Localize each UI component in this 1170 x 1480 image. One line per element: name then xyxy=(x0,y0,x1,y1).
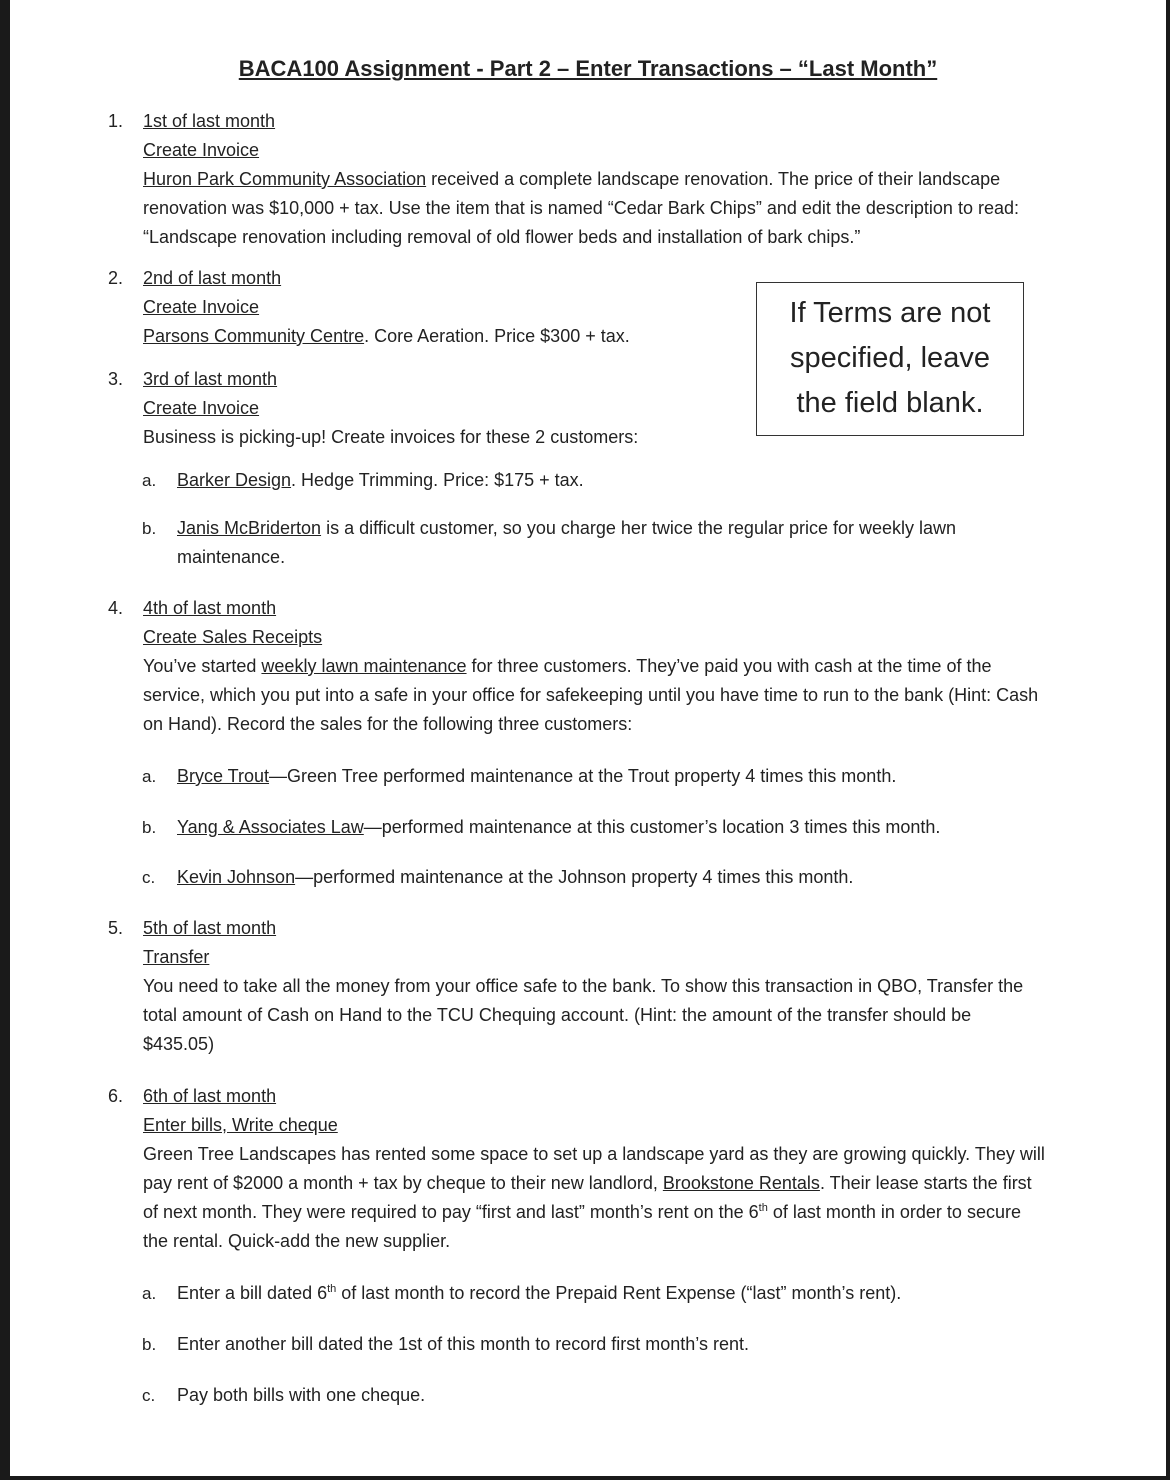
sub-label: a. xyxy=(142,471,157,490)
item-4 xyxy=(143,594,1103,739)
service-name: weekly lawn maintenance xyxy=(261,656,467,676)
item-action: Create Invoice xyxy=(143,140,260,160)
item-2 xyxy=(143,264,743,351)
item-number: 2. xyxy=(108,268,124,288)
sub-item: Kevin Johnson—performed maintenance at the Johnson property 4 times this month. xyxy=(177,867,854,887)
item-text: $435.05) xyxy=(143,1034,215,1054)
customer-name: Janis McBriderton xyxy=(177,518,322,538)
sub-label: b. xyxy=(142,818,157,837)
sub-label: c. xyxy=(142,868,156,887)
terms-note-box: If Terms are not specified, leave the field blank. xyxy=(756,282,1024,436)
document-page xyxy=(10,0,1166,1476)
item-6 xyxy=(143,1082,1103,1256)
item-text: You need to take all the money from your office safe to the bank. To show this transaction in QBO, Transfer the xyxy=(143,976,1024,996)
item-text: Parsons Community Centre. Core Aeration. Price $300 + tax. xyxy=(143,326,630,346)
item-action: Create Invoice xyxy=(143,297,260,317)
sub-item: Enter a bill dated 6th of last month to record the Prepaid Rent Expense (“last” month’s rent). xyxy=(177,1283,902,1303)
item-number: 5. xyxy=(108,918,124,938)
item-action: Transfer xyxy=(143,947,210,967)
item-text: “Landscape renovation including removal of old flower beds and installation of bark chips.” xyxy=(143,227,861,247)
item-text: the rental. Quick-add the new supplier. xyxy=(143,1231,451,1251)
item-date: 1st of last month xyxy=(143,111,276,131)
customer-name: Kevin Johnson xyxy=(177,867,296,887)
item-5 xyxy=(143,914,1103,1059)
item-text: pay rent of $2000 a month + tax by cheque to their new landlord, Brookstone Rentals. Their lease starts the first xyxy=(143,1173,1032,1193)
sub-item: Yang & Associates Law—performed maintenance at this customer’s location 3 times this month. xyxy=(177,817,941,837)
customer-name: Huron Park Community Association xyxy=(143,169,427,189)
sub-item: Enter another bill dated the 1st of this month to record first month’s rent. xyxy=(177,1334,749,1354)
item-date: 2nd of last month xyxy=(143,268,282,288)
item-text: Business is picking-up! Create invoices for these 2 customers: xyxy=(143,427,639,447)
item-date: 5th of last month xyxy=(143,918,277,938)
item-number: 3. xyxy=(108,369,124,389)
item-text: total amount of Cash on Hand to the TCU Chequing account. (Hint: the amount of the transfer should be xyxy=(143,1005,972,1025)
item-text: You’ve started weekly lawn maintenance for three customers. They’ve paid you with cash at the time of the xyxy=(143,656,992,676)
item-text: Huron Park Community Association received a complete landscape renovation. The price of their landscape xyxy=(143,169,1001,189)
page-title: BACA100 Assignment - Part 2 – Enter Transactions – “Last Month” xyxy=(238,56,938,81)
item-date: 4th of last month xyxy=(143,598,277,618)
sub-item: Pay both bills with one cheque. xyxy=(177,1385,426,1405)
item-action: Enter bills, Write cheque xyxy=(143,1115,338,1135)
item-text: renovation was $10,000 + tax. Use the item that is named “Cedar Bark Chips” and edit the description to read: xyxy=(143,198,1019,218)
sub-label: a. xyxy=(142,1284,157,1303)
sub-label: c. xyxy=(142,1386,156,1405)
item-3 xyxy=(143,365,743,452)
customer-name: Bryce Trout xyxy=(177,766,270,786)
item-action: Create Sales Receipts xyxy=(143,627,323,647)
item-text: service, which you put into a safe in your office for safekeeping until you have time to run to the bank (Hint: Cash xyxy=(143,685,1039,705)
item-number: 4. xyxy=(108,598,124,618)
sub-label: a. xyxy=(142,767,157,786)
item-text: of next month. They were required to pay “first and last” month’s rent on the 6th of last month in order to secure xyxy=(143,1202,1021,1222)
customer-name: Barker Design xyxy=(177,470,292,490)
sub-item: Barker Design. Hedge Trimming. Price: $175 + tax. xyxy=(177,470,584,490)
item-1 xyxy=(143,107,1103,252)
sub-label: b. xyxy=(142,519,157,538)
item-text: on Hand). Record the sales for the following three customers: xyxy=(143,714,633,734)
item-number: 6. xyxy=(108,1086,124,1106)
customer-name: Parsons Community Centre xyxy=(143,326,365,346)
item-date: 6th of last month xyxy=(143,1086,277,1106)
customer-name: Yang & Associates Law xyxy=(177,817,364,837)
item-text: Green Tree Landscapes has rented some space to set up a landscape yard as they are growing quickly. They will xyxy=(143,1144,1045,1164)
sub-item: Bryce Trout—Green Tree performed maintenance at the Trout property 4 times this month. xyxy=(177,766,897,786)
item-number: 1. xyxy=(108,111,124,131)
item-action: Create Invoice xyxy=(143,398,260,418)
sub-item: Janis McBriderton is a difficult customer, so you charge her twice the regular price for weekly lawn maintenance. xyxy=(177,518,957,567)
item-date: 3rd of last month xyxy=(143,369,278,389)
sub-label: b. xyxy=(142,1335,157,1354)
supplier-name: Brookstone Rentals xyxy=(662,1173,820,1193)
